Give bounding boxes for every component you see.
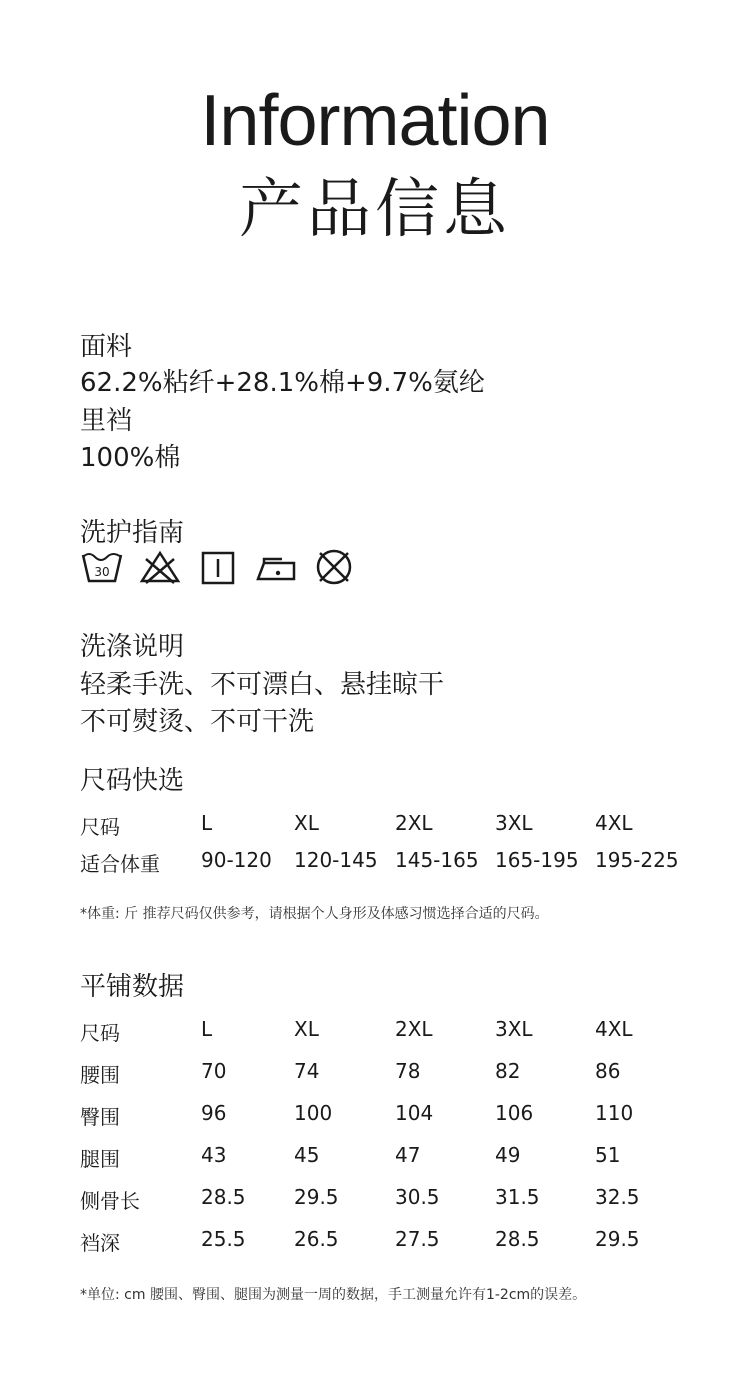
table-cell: 49 — [495, 1143, 521, 1167]
table-cell: 106 — [495, 1101, 534, 1125]
hang-dry-icon — [196, 547, 240, 587]
table-cell: 臀围 — [80, 1105, 120, 1129]
table-cell: 100 — [294, 1101, 333, 1125]
table-cell: 47 — [395, 1143, 421, 1167]
title-chinese: 产品信息 — [239, 173, 511, 247]
table-cell: 78 — [395, 1059, 421, 1083]
table-cell: 90-120 — [201, 848, 272, 872]
table-cell: 51 — [595, 1143, 621, 1167]
table-cell: 裆深 — [80, 1231, 120, 1255]
fabric-label: 面料 — [80, 332, 133, 362]
table-cell: 165-195 — [495, 848, 579, 872]
table-cell: 70 — [201, 1059, 227, 1083]
size-quick-note: *体重: 斤 推荐尺码仅供参考，请根据个人身形及体感习惯选择合适的尺码。 — [80, 906, 549, 922]
size-header: 4XL — [595, 811, 633, 835]
table-cell: 30.5 — [395, 1185, 440, 1209]
table-cell: 96 — [201, 1101, 227, 1125]
care-label: 洗护指南 — [80, 518, 185, 548]
table-cell: 82 — [495, 1059, 521, 1083]
table-cell: 侧骨长 — [80, 1189, 140, 1213]
no-bleach-icon — [138, 547, 182, 587]
size-header: 尺码 — [80, 815, 120, 839]
size-header: 2XL — [395, 1017, 433, 1041]
size-quick-label: 尺码快选 — [80, 766, 185, 796]
size-header: XL — [294, 1017, 319, 1041]
table-cell: 45 — [294, 1143, 320, 1167]
table-cell: 43 — [201, 1143, 227, 1167]
lining-value: 100%棉 — [80, 443, 181, 473]
title-english: Information — [200, 81, 550, 161]
table-cell: 145-165 — [395, 848, 479, 872]
table-cell: 26.5 — [294, 1227, 339, 1251]
flat-data-note: *单位: cm 腰围、臀围、腿围为测量一周的数据，手工测量允许有1-2cm的误差。 — [80, 1287, 587, 1303]
no-dry-clean-icon — [312, 547, 356, 587]
table-cell: 195-225 — [595, 848, 679, 872]
size-header: 尺码 — [80, 1021, 120, 1045]
table-cell: 74 — [294, 1059, 320, 1083]
size-header: XL — [294, 811, 319, 835]
size-header: 3XL — [495, 811, 533, 835]
flat-data-label: 平铺数据 — [80, 972, 185, 1002]
table-cell: 120-145 — [294, 848, 378, 872]
size-header: 3XL — [495, 1017, 533, 1041]
wash-30-icon — [80, 547, 124, 587]
lining-label: 里裆 — [80, 406, 133, 436]
care-icons — [80, 547, 356, 587]
table-cell: 31.5 — [495, 1185, 540, 1209]
size-header: 2XL — [395, 811, 433, 835]
wash-label: 洗涤说明 — [80, 632, 185, 662]
table-cell: 32.5 — [595, 1185, 640, 1209]
no-iron-icon — [254, 547, 298, 587]
table-cell: 86 — [595, 1059, 621, 1083]
size-header: 4XL — [595, 1017, 633, 1041]
svg-text:30: 30 — [94, 565, 110, 579]
table-cell: 25.5 — [201, 1227, 246, 1251]
size-header: L — [201, 1017, 213, 1041]
table-cell: 腰围 — [80, 1063, 120, 1087]
table-cell: 110 — [595, 1101, 634, 1125]
wash-line-2: 不可熨烫、不可干洗 — [80, 707, 315, 737]
table-cell: 27.5 — [395, 1227, 440, 1251]
table-cell: 104 — [395, 1101, 434, 1125]
table-cell: 28.5 — [201, 1185, 246, 1209]
table-cell: 适合体重 — [80, 852, 160, 876]
table-cell: 29.5 — [294, 1185, 339, 1209]
table-cell: 腿围 — [80, 1147, 120, 1171]
table-cell: 28.5 — [495, 1227, 540, 1251]
size-header: L — [201, 811, 213, 835]
table-cell: 29.5 — [595, 1227, 640, 1251]
fabric-value: 62.2%粘纤+28.1%棉+9.7%氨纶 — [80, 368, 485, 398]
wash-line-1: 轻柔手洗、不可漂白、悬挂晾干 — [80, 670, 445, 700]
